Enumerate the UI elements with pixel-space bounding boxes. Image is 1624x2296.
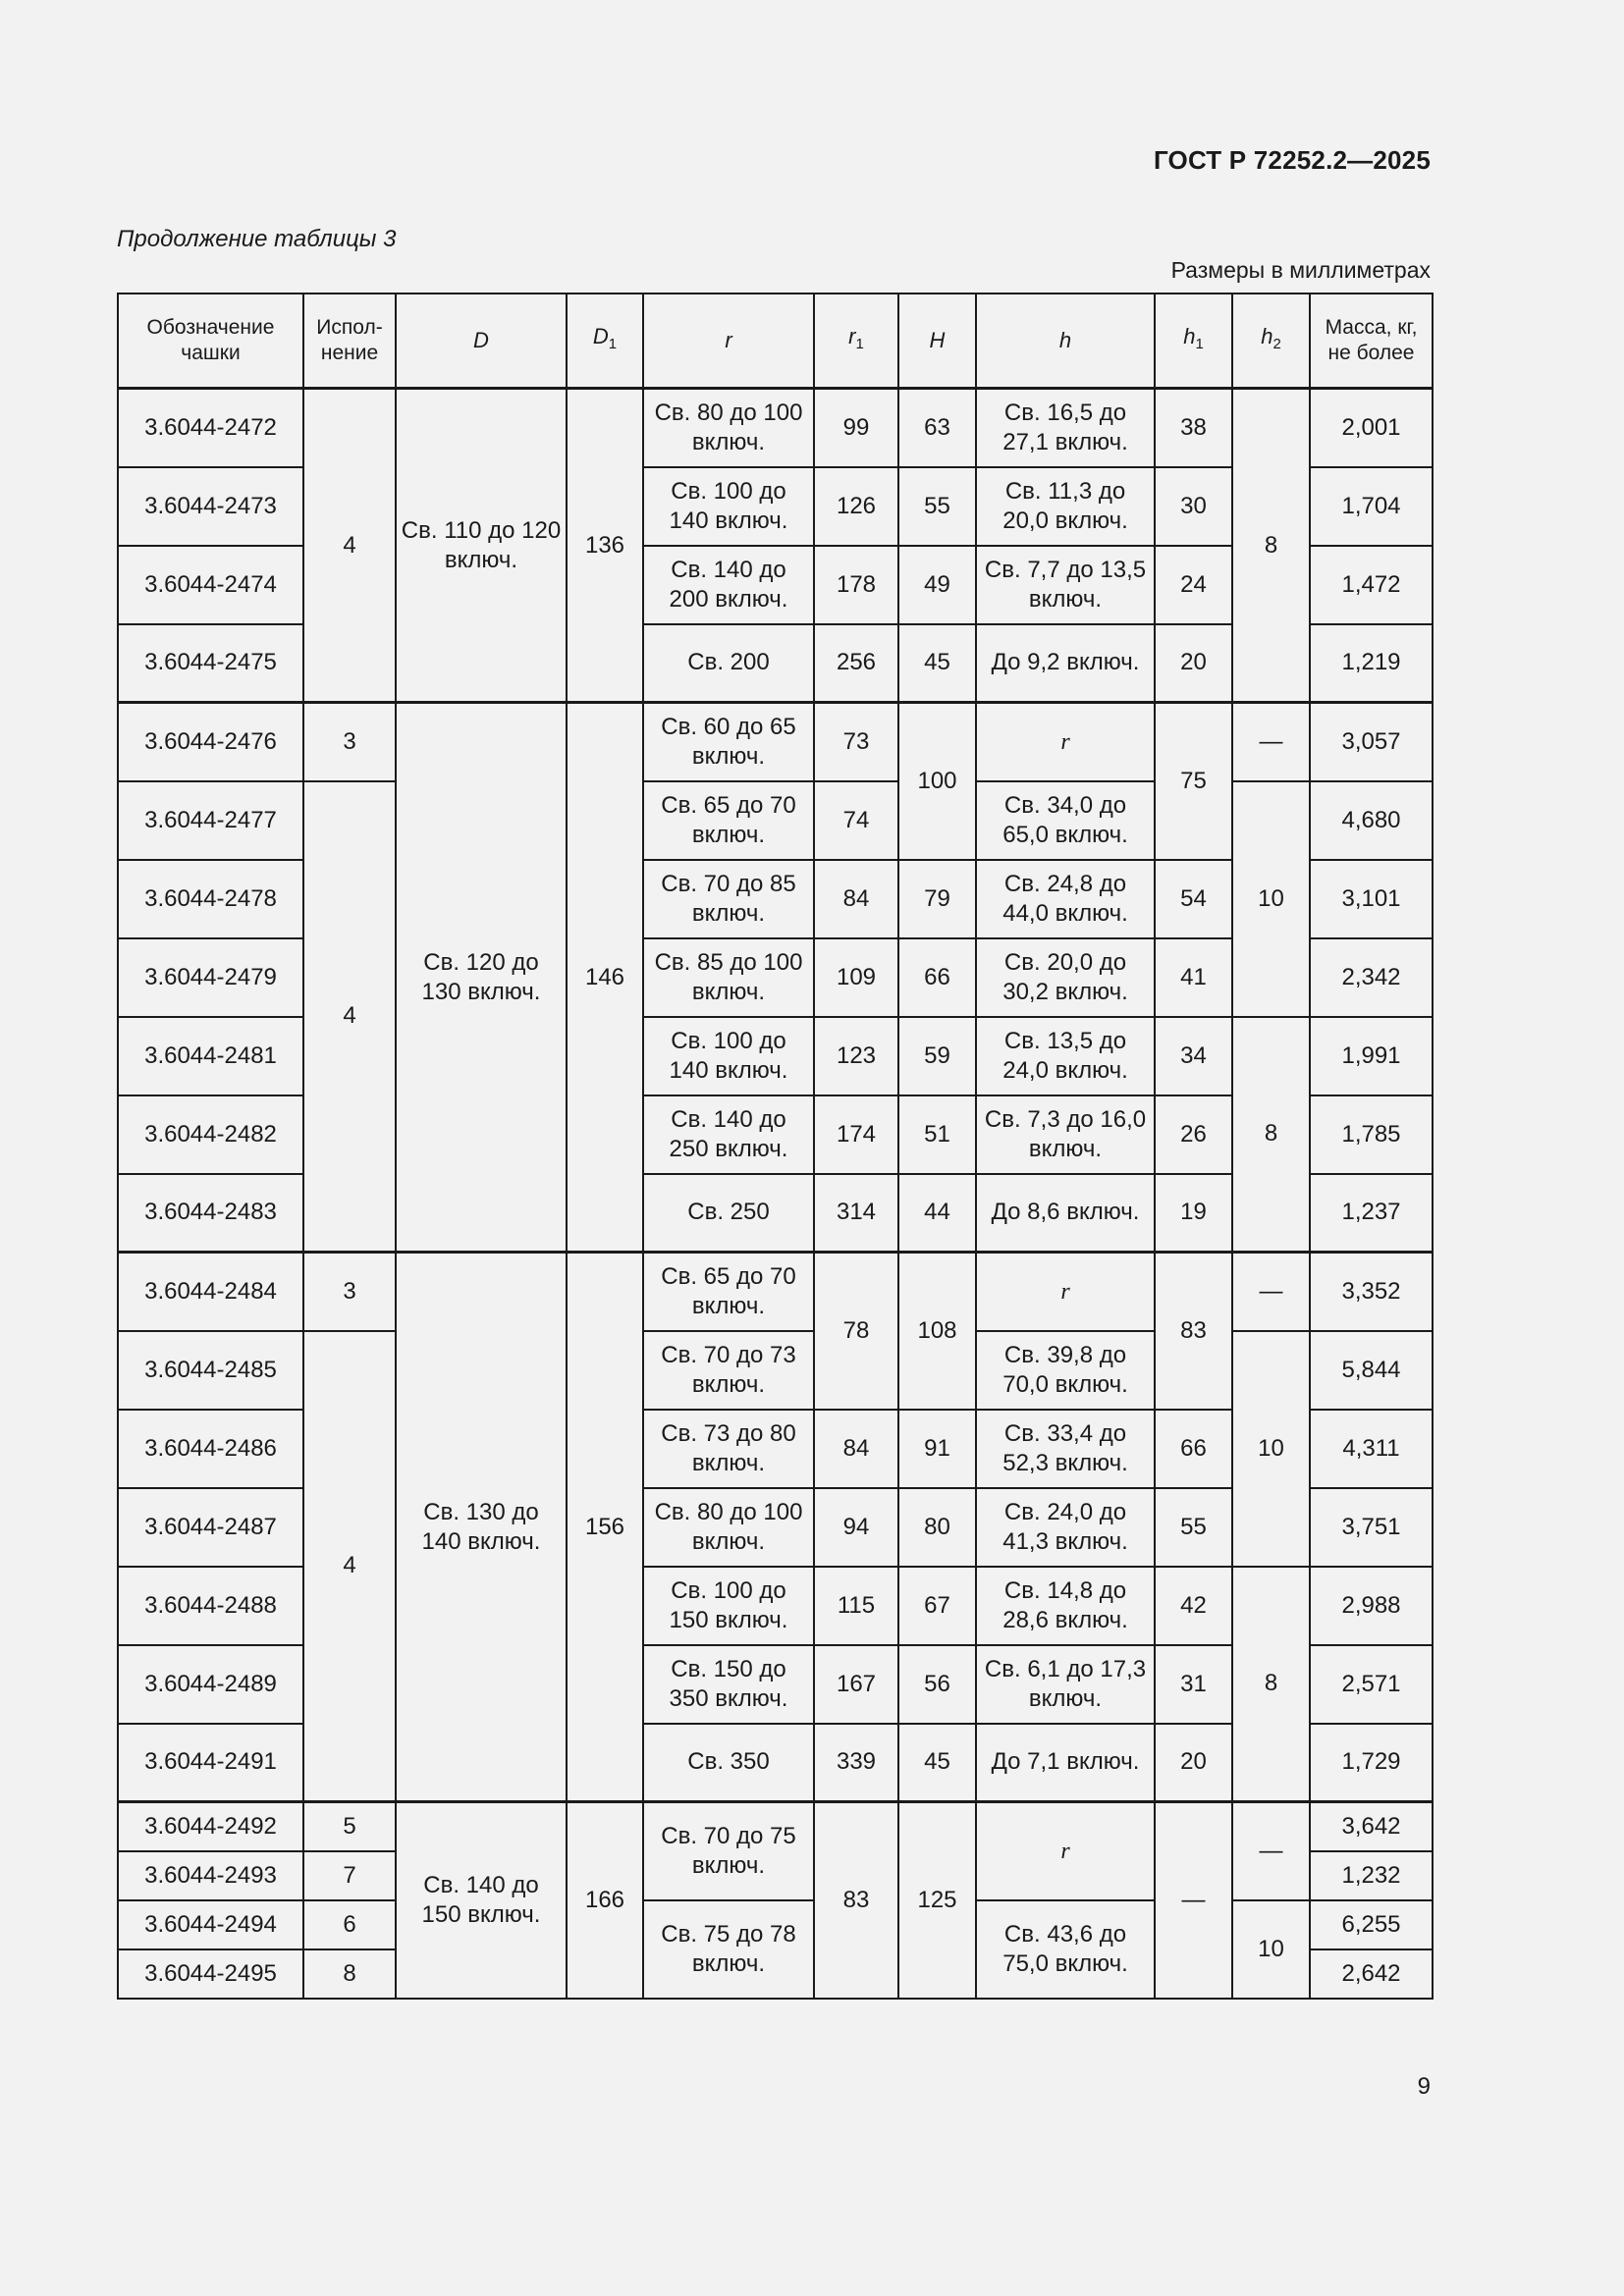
h-cell: До 7,1 включ.	[976, 1724, 1155, 1802]
r-cell: Св. 250	[643, 1174, 814, 1253]
H-cell: 125	[898, 1802, 976, 1999]
r-cell: Св. 70 до 75 включ.	[643, 1802, 814, 1900]
r-cell: Св. 140 до 200 включ.	[643, 546, 814, 624]
h1-cell: 20	[1155, 1724, 1232, 1802]
designation-cell: 3.6044-2492	[118, 1802, 303, 1851]
designation-cell: 3.6044-2486	[118, 1410, 303, 1488]
r1-cell: 84	[814, 1410, 898, 1488]
H-cell: 63	[898, 389, 976, 467]
table-header-row	[118, 294, 1433, 389]
h-cell: Св. 7,3 до 16,0 включ.	[976, 1095, 1155, 1174]
variant-cell: 6	[303, 1900, 396, 1949]
r-cell: Св. 85 до 100 включ.	[643, 938, 814, 1017]
dimensions-table	[117, 293, 1434, 2000]
r-cell: Св. 80 до 100 включ.	[643, 1488, 814, 1567]
r1-cell: 84	[814, 860, 898, 938]
header-h: h	[976, 294, 1155, 389]
h1-cell: 24	[1155, 546, 1232, 624]
page-number: 9	[1417, 2073, 1431, 2100]
h-cell: Св. 33,4 до 52,3 включ.	[976, 1410, 1155, 1488]
D-cell: Св. 120 до 130 включ.	[396, 703, 567, 1253]
r-cell: Св. 60 до 65 включ.	[643, 703, 814, 781]
h1-cell: —	[1155, 1802, 1232, 1999]
r1-cell: 83	[814, 1802, 898, 1999]
header-mass: Масса, кг, не более	[1310, 294, 1433, 389]
mass-cell: 2,642	[1310, 1949, 1433, 1999]
r-cell: Св. 350	[643, 1724, 814, 1802]
h2-cell: —	[1232, 1253, 1310, 1331]
table-row	[118, 1900, 1433, 1949]
H-cell: 45	[898, 624, 976, 703]
r-cell: Св. 80 до 100 включ.	[643, 389, 814, 467]
h1-cell: 42	[1155, 1567, 1232, 1645]
mass-cell: 3,352	[1310, 1253, 1433, 1331]
header-h1: $h_1$	[1155, 294, 1232, 389]
standard-number: ГОСТ Р 72252.2—2025	[1153, 145, 1431, 175]
mass-cell: 2,342	[1310, 938, 1433, 1017]
h2-cell: 8	[1232, 1567, 1310, 1802]
H-cell: 56	[898, 1645, 976, 1724]
r-cell: Св. 65 до 70 включ.	[643, 781, 814, 860]
h-cell: Св. 24,8 до 44,0 включ.	[976, 860, 1155, 938]
D-cell: Св. 130 до 140 включ.	[396, 1253, 567, 1802]
h-cell: Св. 11,3 до 20,0 включ.	[976, 467, 1155, 546]
h-cell: Св. 24,0 до 41,3 включ.	[976, 1488, 1155, 1567]
h-cell: До 9,2 включ.	[976, 624, 1155, 703]
designation-cell: 3.6044-2483	[118, 1174, 303, 1253]
designation-cell: 3.6044-2472	[118, 389, 303, 467]
h-cell: Св. 39,8 до 70,0 включ.	[976, 1331, 1155, 1410]
table-row	[118, 1331, 1433, 1410]
h1-cell: 20	[1155, 624, 1232, 703]
H-cell: 51	[898, 1095, 976, 1174]
r1-cell: 256	[814, 624, 898, 703]
variant-cell: 8	[303, 1949, 396, 1999]
r1-cell: 339	[814, 1724, 898, 1802]
r1-cell: 74	[814, 781, 898, 860]
h2-cell: 8	[1232, 389, 1310, 703]
table-group	[118, 703, 1433, 1253]
H-cell: 66	[898, 938, 976, 1017]
h1-cell: 55	[1155, 1488, 1232, 1567]
table-row	[118, 703, 1433, 781]
h-cell: r	[976, 1253, 1155, 1331]
r1-cell: 126	[814, 467, 898, 546]
D1-cell: 156	[567, 1253, 643, 1802]
h1-cell: 41	[1155, 938, 1232, 1017]
mass-cell: 2,988	[1310, 1567, 1433, 1645]
variant-cell: 7	[303, 1851, 396, 1900]
designation-cell: 3.6044-2474	[118, 546, 303, 624]
H-cell: 67	[898, 1567, 976, 1645]
r-cell: Св. 65 до 70 включ.	[643, 1253, 814, 1331]
r-cell: Св. 70 до 73 включ.	[643, 1331, 814, 1410]
variant-cell: 3	[303, 703, 396, 781]
D-cell: Св. 110 до 120 включ.	[396, 389, 567, 703]
mass-cell: 3,751	[1310, 1488, 1433, 1567]
r-cell: Св. 200	[643, 624, 814, 703]
designation-cell: 3.6044-2487	[118, 1488, 303, 1567]
mass-cell: 3,101	[1310, 860, 1433, 938]
D1-cell: 146	[567, 703, 643, 1253]
D1-cell: 166	[567, 1802, 643, 1999]
header-D1: $D_1$	[567, 294, 643, 389]
r-cell: Св. 100 до 150 включ.	[643, 1567, 814, 1645]
H-cell: 55	[898, 467, 976, 546]
h2-cell: 8	[1232, 1017, 1310, 1253]
mass-cell: 1,219	[1310, 624, 1433, 703]
table-caption: Продолжение таблицы 3	[117, 226, 397, 252]
header-variant: Испол-нение	[303, 294, 396, 389]
r1-cell: 115	[814, 1567, 898, 1645]
h1-cell: 26	[1155, 1095, 1232, 1174]
H-cell: 44	[898, 1174, 976, 1253]
h2-cell: —	[1232, 703, 1310, 781]
h1-cell: 31	[1155, 1645, 1232, 1724]
h-cell: Св. 20,0 до 30,2 включ.	[976, 938, 1155, 1017]
mass-cell: 4,680	[1310, 781, 1433, 860]
h1-cell: 75	[1155, 703, 1232, 860]
h2-cell: 10	[1232, 781, 1310, 1017]
h1-cell: 19	[1155, 1174, 1232, 1253]
designation-cell: 3.6044-2485	[118, 1331, 303, 1410]
designation-cell: 3.6044-2482	[118, 1095, 303, 1174]
H-cell: 79	[898, 860, 976, 938]
designation-cell: 3.6044-2489	[118, 1645, 303, 1724]
D1-cell: 136	[567, 389, 643, 703]
r1-cell: 178	[814, 546, 898, 624]
designation-cell: 3.6044-2495	[118, 1949, 303, 1999]
designation-cell: 3.6044-2479	[118, 938, 303, 1017]
designation-cell: 3.6044-2493	[118, 1851, 303, 1900]
H-cell: 108	[898, 1253, 976, 1410]
table-row	[118, 1253, 1433, 1331]
header-H: H	[898, 294, 976, 389]
h-cell: r	[976, 703, 1155, 781]
table-group	[118, 1253, 1433, 1802]
r1-cell: 78	[814, 1253, 898, 1410]
r1-cell: 99	[814, 389, 898, 467]
designation-cell: 3.6044-2481	[118, 1017, 303, 1095]
mass-cell: 1,237	[1310, 1174, 1433, 1253]
r1-cell: 94	[814, 1488, 898, 1567]
h-cell: r	[976, 1802, 1155, 1900]
table-row	[118, 1802, 1433, 1851]
h1-cell: 54	[1155, 860, 1232, 938]
mass-cell: 4,311	[1310, 1410, 1433, 1488]
header-h2: $h_2$	[1232, 294, 1310, 389]
h2-cell: 10	[1232, 1331, 1310, 1567]
h1-cell: 34	[1155, 1017, 1232, 1095]
h1-cell: 38	[1155, 389, 1232, 467]
variant-cell: 4	[303, 1331, 396, 1802]
H-cell: 80	[898, 1488, 976, 1567]
r-cell: Св. 100 до 140 включ.	[643, 467, 814, 546]
designation-cell: 3.6044-2484	[118, 1253, 303, 1331]
r1-cell: 123	[814, 1017, 898, 1095]
h-cell: Св. 14,8 до 28,6 включ.	[976, 1567, 1155, 1645]
H-cell: 45	[898, 1724, 976, 1802]
h1-cell: 66	[1155, 1410, 1232, 1488]
header-r: r	[643, 294, 814, 389]
r-cell: Св. 100 до 140 включ.	[643, 1017, 814, 1095]
h2-cell: —	[1232, 1802, 1310, 1900]
h-cell: Св. 43,6 до 75,0 включ.	[976, 1900, 1155, 1999]
h-cell: До 8,6 включ.	[976, 1174, 1155, 1253]
mass-cell: 1,729	[1310, 1724, 1433, 1802]
h2-cell: 10	[1232, 1900, 1310, 1999]
h-cell: Св. 16,5 до 27,1 включ.	[976, 389, 1155, 467]
mass-cell: 1,991	[1310, 1017, 1433, 1095]
r-cell: Св. 75 до 78 включ.	[643, 1900, 814, 1999]
table-row	[118, 781, 1433, 860]
r1-cell: 314	[814, 1174, 898, 1253]
H-cell: 59	[898, 1017, 976, 1095]
r1-cell: 73	[814, 703, 898, 781]
mass-cell: 3,642	[1310, 1802, 1433, 1851]
units-note: Размеры в миллиметрах	[1170, 257, 1431, 283]
h-cell: Св. 34,0 до 65,0 включ.	[976, 781, 1155, 860]
designation-cell: 3.6044-2478	[118, 860, 303, 938]
variant-cell: 5	[303, 1802, 396, 1851]
designation-cell: 3.6044-2494	[118, 1900, 303, 1949]
designation-cell: 3.6044-2477	[118, 781, 303, 860]
table-group	[118, 389, 1433, 703]
designation-cell: 3.6044-2475	[118, 624, 303, 703]
r1-cell: 174	[814, 1095, 898, 1174]
H-cell: 91	[898, 1410, 976, 1488]
h1-cell: 83	[1155, 1253, 1232, 1410]
header-r1: $r_1$	[814, 294, 898, 389]
D-cell: Св. 140 до 150 включ.	[396, 1802, 567, 1999]
designation-cell: 3.6044-2476	[118, 703, 303, 781]
mass-cell: 1,785	[1310, 1095, 1433, 1174]
variant-cell: 4	[303, 781, 396, 1253]
designation-cell: 3.6044-2473	[118, 467, 303, 546]
mass-cell: 1,704	[1310, 467, 1433, 546]
r1-cell: 109	[814, 938, 898, 1017]
H-cell: 49	[898, 546, 976, 624]
variant-cell: 4	[303, 389, 396, 703]
table-group	[118, 1802, 1433, 1999]
designation-cell: 3.6044-2488	[118, 1567, 303, 1645]
designation-cell: 3.6044-2491	[118, 1724, 303, 1802]
r-cell: Св. 73 до 80 включ.	[643, 1410, 814, 1488]
r-cell: Св. 150 до 350 включ.	[643, 1645, 814, 1724]
r-cell: Св. 140 до 250 включ.	[643, 1095, 814, 1174]
mass-cell: 3,057	[1310, 703, 1433, 781]
r-cell: Св. 70 до 85 включ.	[643, 860, 814, 938]
h1-cell: 30	[1155, 467, 1232, 546]
H-cell: 100	[898, 703, 976, 860]
variant-cell: 3	[303, 1253, 396, 1331]
mass-cell: 5,844	[1310, 1331, 1433, 1410]
mass-cell: 1,232	[1310, 1851, 1433, 1900]
mass-cell: 6,255	[1310, 1900, 1433, 1949]
mass-cell: 2,001	[1310, 389, 1433, 467]
h-cell: Св. 13,5 до 24,0 включ.	[976, 1017, 1155, 1095]
r1-cell: 167	[814, 1645, 898, 1724]
header-D: D	[396, 294, 567, 389]
h-cell: Св. 7,7 до 13,5 включ.	[976, 546, 1155, 624]
header-designation: Обозначение чашки	[118, 294, 303, 389]
h-cell: Св. 6,1 до 17,3 включ.	[976, 1645, 1155, 1724]
mass-cell: 2,571	[1310, 1645, 1433, 1724]
table-row	[118, 389, 1433, 467]
mass-cell: 1,472	[1310, 546, 1433, 624]
